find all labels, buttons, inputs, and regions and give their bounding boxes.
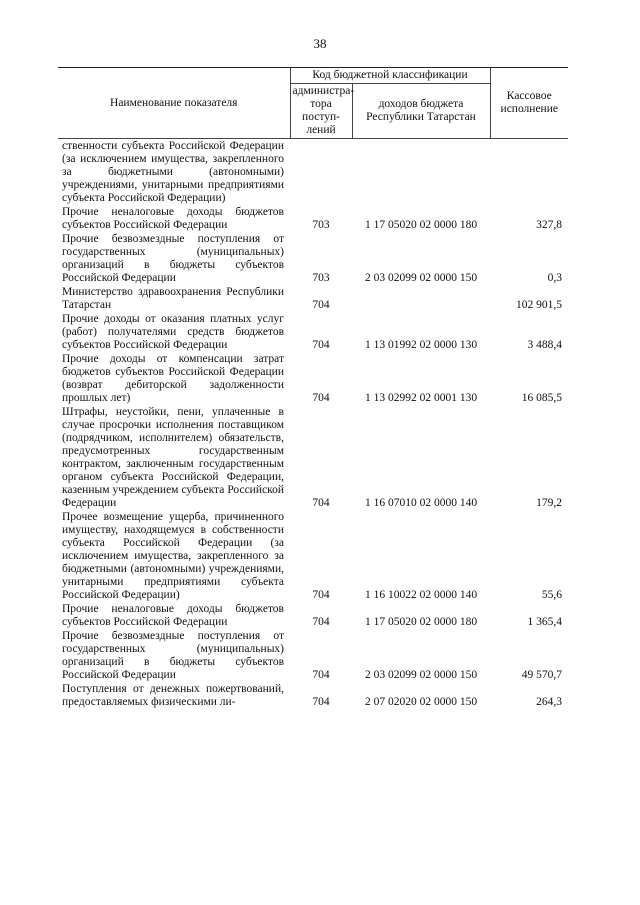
- header-total: Кассовое исполнение: [490, 68, 568, 139]
- row-income-code: 1 13 01992 02 0000 130: [364, 339, 478, 351]
- row-admin-code: 704: [312, 497, 330, 509]
- row-income-code: 1 16 07010 02 0000 140: [364, 497, 478, 509]
- row-amount: 49 570,7: [521, 669, 563, 681]
- row-name: Министерство здравоохранения Республики Татарстан: [62, 286, 284, 311]
- row-income-code: 2 03 02099 02 0000 150: [364, 272, 478, 284]
- header-income: доходов бюджета Республики Татарстан: [352, 84, 490, 139]
- row-amount: 102 901,5: [516, 299, 563, 311]
- table-row: [58, 405, 568, 510]
- row-income-code: [352, 139, 490, 206]
- row-name: Прочие безвозмездные поступления от государственных (муниципальных) организаций в бюджеты субъектов Российской Федерации: [62, 233, 284, 284]
- row-name: Штрафы, неустойки, пени, уплаченные в случае просрочки исполнения поставщиком (подрядчиком, исполнителем) обязательств, предусмотренных государственным контрактом, заключенным государственным органом субъекта Российской Федерации, казенным учреждением субъекта Российской Федерации: [62, 406, 284, 509]
- table-row: [58, 629, 568, 682]
- table-row: [58, 285, 568, 312]
- row-admin-code: [290, 139, 352, 206]
- table-row: [58, 352, 568, 405]
- table-row: [58, 232, 568, 285]
- row-income-code: 1 17 05020 02 0000 180: [364, 616, 478, 628]
- row-amount: 3 488,4: [527, 339, 563, 351]
- row-income-code: 1 16 10022 02 0000 140: [364, 589, 478, 601]
- row-amount: [490, 139, 568, 206]
- row-admin-code: 704: [312, 392, 330, 404]
- row-name: Прочее возмещение ущерба, причиненного имуществу, находящемуся в собственности субъекта Российской Федерации (за исключением имущества, закрепленного за бюджетными (автономными) учреждениями, унитарными предприятиями субъекта Российской Федерации): [62, 511, 284, 601]
- row-income-code: [352, 285, 490, 312]
- header-code-group: Код бюджетной классификации: [290, 68, 490, 84]
- row-income-code: 2 03 02099 02 0000 150: [364, 669, 478, 681]
- header-admin: администра-тора поступ-лений: [290, 84, 352, 139]
- row-amount: 179,2: [536, 497, 563, 509]
- row-admin-code: 703: [312, 219, 330, 231]
- page-number: 38: [313, 36, 327, 51]
- row-amount: 327,8: [536, 219, 563, 231]
- table-row: [58, 205, 568, 232]
- row-admin-code: 704: [312, 589, 330, 601]
- row-admin-code: 703: [312, 272, 330, 284]
- row-amount: 16 085,5: [521, 392, 563, 404]
- row-amount: 55,6: [541, 589, 563, 601]
- table-row: [58, 510, 568, 602]
- row-name: Прочие неналоговые доходы бюджетов субъектов Российской Федерации: [62, 603, 284, 628]
- row-name: Прочие доходы от оказания платных услуг (работ) получателями средств бюджетов субъектов Российской Федерации: [62, 313, 284, 351]
- row-name: Прочие неналоговые доходы бюджетов субъектов Российской Федерации: [62, 206, 284, 231]
- row-admin-code: 704: [312, 299, 330, 311]
- row-income-code: 1 17 05020 02 0000 180: [364, 219, 478, 231]
- table-row: [58, 312, 568, 352]
- row-income-code: 2 07 02020 02 0000 150: [364, 696, 478, 708]
- table-row: [58, 682, 568, 709]
- row-admin-code: 704: [312, 616, 330, 628]
- row-admin-code: 704: [312, 696, 330, 708]
- row-admin-code: 704: [312, 669, 330, 681]
- row-admin-code: 704: [312, 339, 330, 351]
- row-amount: 264,3: [536, 696, 563, 708]
- row-name: Прочие доходы от компенсации затрат бюджетов субъектов Российской Федерации (возврат дебиторской задолженности прошлых лет): [62, 353, 284, 404]
- row-name: ственности субъекта Российской Федерации (за исключением имущества, закрепленного за бюджетными (автономными) учреждениями, унитарными предприятиями субъекта Российской Федерации): [62, 140, 284, 204]
- row-income-code: 1 13 02992 02 0001 130: [364, 392, 478, 404]
- table-row: [58, 139, 568, 206]
- budget-income-table: [58, 67, 568, 709]
- row-amount: 0,3: [547, 272, 563, 284]
- header-name: Наименование показателя: [58, 68, 290, 139]
- row-amount: 1 365,4: [527, 616, 563, 628]
- row-name: Поступления от денежных пожертвований, предоставляемых физическими ли-: [62, 683, 284, 708]
- row-name: Прочие безвозмездные поступления от государственных (муниципальных) организаций в бюджеты субъектов Российской Федерации: [62, 630, 284, 681]
- table-row: [58, 602, 568, 629]
